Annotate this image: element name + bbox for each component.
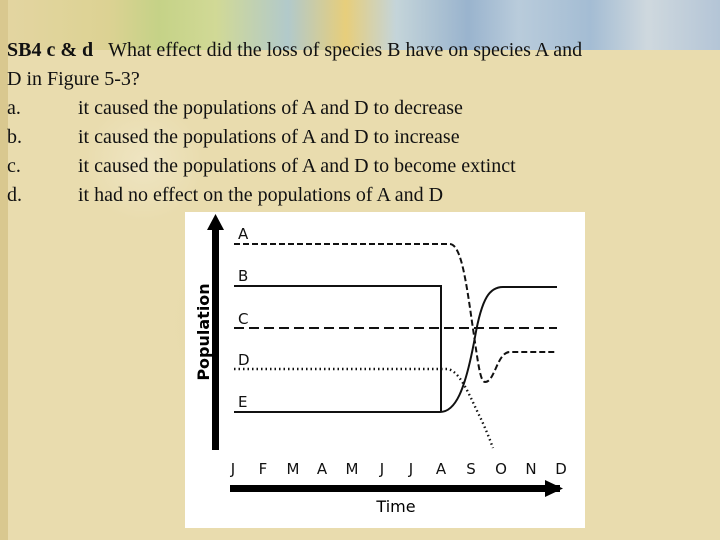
question-stem: What effect did the loss of species B have on species A and bbox=[108, 39, 583, 61]
species-label-d: D bbox=[238, 351, 250, 369]
option-text: it caused the populations of A and D to become extinct bbox=[78, 155, 516, 177]
month-label: M bbox=[286, 460, 300, 478]
species-label-e: E bbox=[238, 393, 248, 411]
month-label: J bbox=[408, 460, 414, 478]
option-a[interactable] bbox=[7, 94, 717, 123]
x-axis bbox=[230, 485, 560, 492]
question-block bbox=[7, 36, 717, 210]
option-text: it had no effect on the populations of A and D bbox=[78, 184, 444, 206]
month-label: M bbox=[345, 460, 359, 478]
month-label: N bbox=[525, 460, 537, 478]
month-label: A bbox=[435, 460, 447, 478]
month-label: S bbox=[466, 460, 476, 478]
month-label: D bbox=[555, 460, 567, 478]
species-label-a: A bbox=[238, 225, 249, 243]
species-label-c: C bbox=[238, 310, 249, 328]
option-letter: a. bbox=[7, 97, 21, 119]
x-axis-label: Time bbox=[376, 497, 416, 516]
month-label: A bbox=[316, 460, 328, 478]
option-c[interactable] bbox=[7, 152, 717, 181]
month-label: O bbox=[495, 460, 507, 478]
population-graph bbox=[185, 212, 585, 528]
question-stem-line-1 bbox=[7, 36, 717, 65]
question-stem-line-2: D in Figure 5-3? bbox=[7, 68, 140, 90]
month-label: J bbox=[379, 460, 385, 478]
option-letter: b. bbox=[7, 126, 22, 148]
month-label: J bbox=[230, 460, 236, 478]
option-letter: d. bbox=[7, 184, 22, 206]
graph-background bbox=[185, 212, 585, 528]
option-b[interactable] bbox=[7, 123, 717, 152]
option-text: it caused the populations of A and D to increase bbox=[78, 126, 460, 148]
y-axis-label: Population bbox=[194, 283, 213, 381]
question-label: SB4 c & d bbox=[7, 39, 94, 61]
option-letter: c. bbox=[7, 155, 21, 177]
month-label: F bbox=[258, 460, 268, 478]
option-d[interactable] bbox=[7, 181, 717, 210]
option-text: it caused the populations of A and D to decrease bbox=[78, 97, 463, 119]
y-axis bbox=[212, 228, 219, 450]
species-label-b: B bbox=[238, 267, 249, 285]
